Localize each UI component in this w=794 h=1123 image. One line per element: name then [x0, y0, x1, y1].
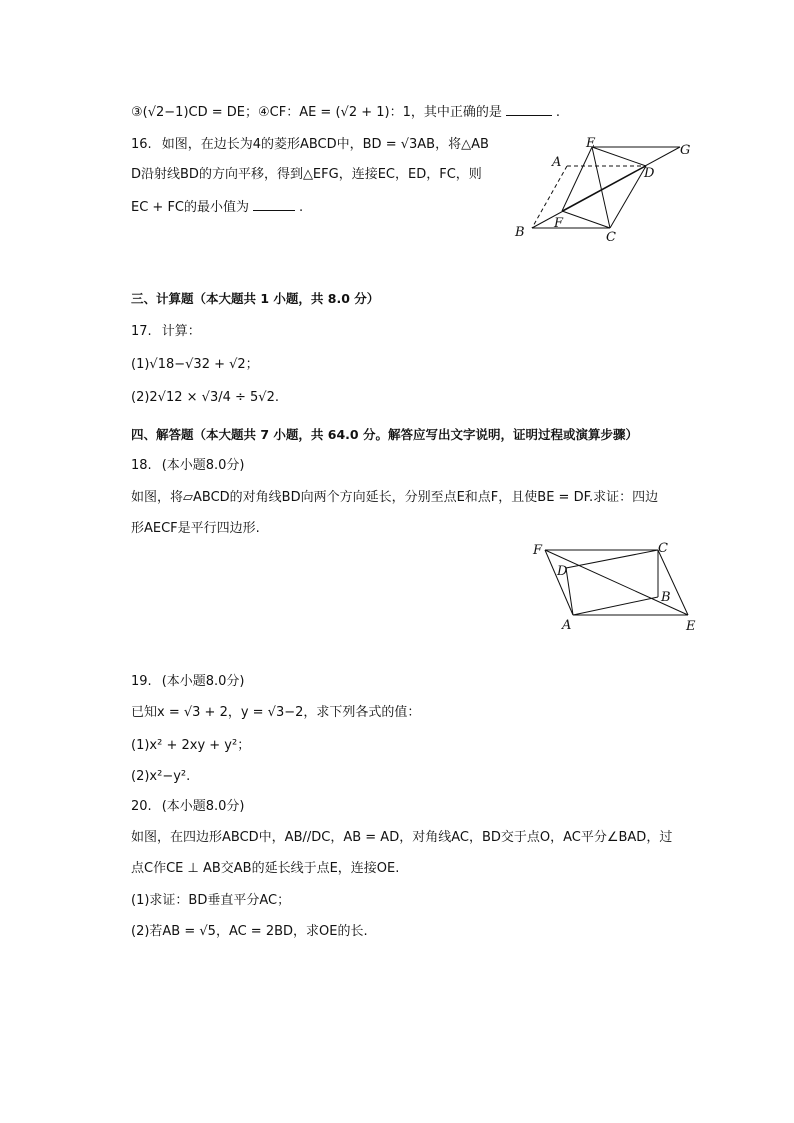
q16-label-f: F	[554, 216, 564, 231]
q19-header	[131, 673, 245, 691]
q16-line3	[131, 198, 303, 217]
q16-rhombus-figure	[510, 135, 710, 245]
q20-line2: 点C作CE ⊥ AB交AB的延长线于点E，连接OE.	[131, 861, 400, 876]
q16-seg-fc	[562, 211, 610, 228]
q16-text-line3: EC + FC的最小值为	[131, 200, 250, 215]
q20-number: 20.	[131, 799, 152, 814]
q16-label-g: G	[680, 143, 691, 158]
q19-part1: (1)x² + 2xy + y²；	[131, 738, 251, 753]
q20-score: (本小题8.0分)	[161, 799, 245, 814]
q16-line1	[131, 136, 489, 154]
q16-number: 16.	[131, 137, 152, 152]
q18-side-af	[545, 550, 573, 615]
q18-side-ce	[658, 550, 688, 615]
q16-seg-ed	[592, 147, 646, 166]
q15-tail-suffix: .	[555, 105, 560, 120]
q18-score: (本小题8.0分)	[161, 458, 245, 473]
q20-header	[131, 798, 245, 816]
q16-side-fg	[562, 147, 680, 211]
q17-line	[131, 323, 201, 341]
q19-part2: (2)x²−y².	[131, 769, 191, 784]
q18-number: 18.	[131, 458, 152, 473]
section4-heading: 四、解答题（本大题共 7 小题，共 64.0 分。解答应写出文字说明，证明过程或演算步骤）	[131, 427, 638, 442]
q17-part2: (2)2√12 × √3/4 ÷ 5√2.	[131, 390, 279, 405]
q18-side-ab	[573, 597, 658, 615]
q20-line1: 如图，在四边形ABCD中，AB//DC，AB = AD，对角线AC，BD交于点O，AC平分∠BAD，过	[131, 830, 673, 845]
q18-diagonal-fe	[545, 550, 688, 615]
q16-text-line1: 如图，在边长为4的菱形ABCD中，BD = √3AB，将△AB	[161, 137, 489, 152]
q16-label-a: A	[552, 155, 562, 170]
q17-part1: (1)√18−√32 + √2；	[131, 357, 259, 372]
q19-line1: 已知x = √3 + 2，y = √3−2，求下列各式的值：	[131, 705, 421, 720]
q18-parallelogram-figure	[528, 538, 708, 638]
q20-part1: (1)求证：BD垂直平分AC；	[131, 893, 291, 908]
q18-label-e: E	[686, 619, 696, 634]
q15-tail-line	[131, 103, 560, 122]
q16-label-c: C	[606, 230, 616, 245]
q19-number: 19.	[131, 674, 152, 689]
q17-title: 计算：	[161, 324, 201, 339]
q18-header	[131, 457, 245, 475]
q18-label-c: C	[658, 541, 668, 556]
q20-part2: (2)若AB = √5，AC = 2BD，求OE的长.	[131, 924, 368, 939]
q16-label-e: E	[586, 136, 596, 151]
q18-line1: 如图，将▱ABCD的对角线BD向两个方向延长，分别至点E和点F，且使BE = DF.求证：四边	[131, 490, 659, 505]
q19-score: (本小题8.0分)	[161, 674, 245, 689]
q15-answer-blank	[506, 103, 552, 116]
q16-label-d: D	[644, 166, 655, 181]
q18-label-f: F	[533, 543, 543, 558]
q18-line2: 形AECF是平行四边形.	[131, 521, 260, 536]
section3-heading: 三、计算题（本大题共 1 小题，共 8.0 分）	[131, 291, 380, 306]
q18-label-d: D	[557, 564, 568, 579]
q18-label-a: A	[562, 618, 572, 633]
q15-tail-text: ③(√2−1)CD = DE；④CF：AE = (√2 + 1)：1，其中正确的是	[131, 105, 502, 120]
q18-label-b: B	[661, 590, 671, 605]
q16-line2: D沿射线BD的方向平移，得到△EFG，连接EC，ED，FC，则	[131, 167, 482, 182]
q16-side-ef	[562, 147, 592, 211]
q16-answer-blank	[253, 198, 295, 211]
q17-number: 17.	[131, 324, 152, 339]
q16-label-b: B	[515, 225, 525, 240]
q16-suffix: .	[299, 200, 304, 215]
